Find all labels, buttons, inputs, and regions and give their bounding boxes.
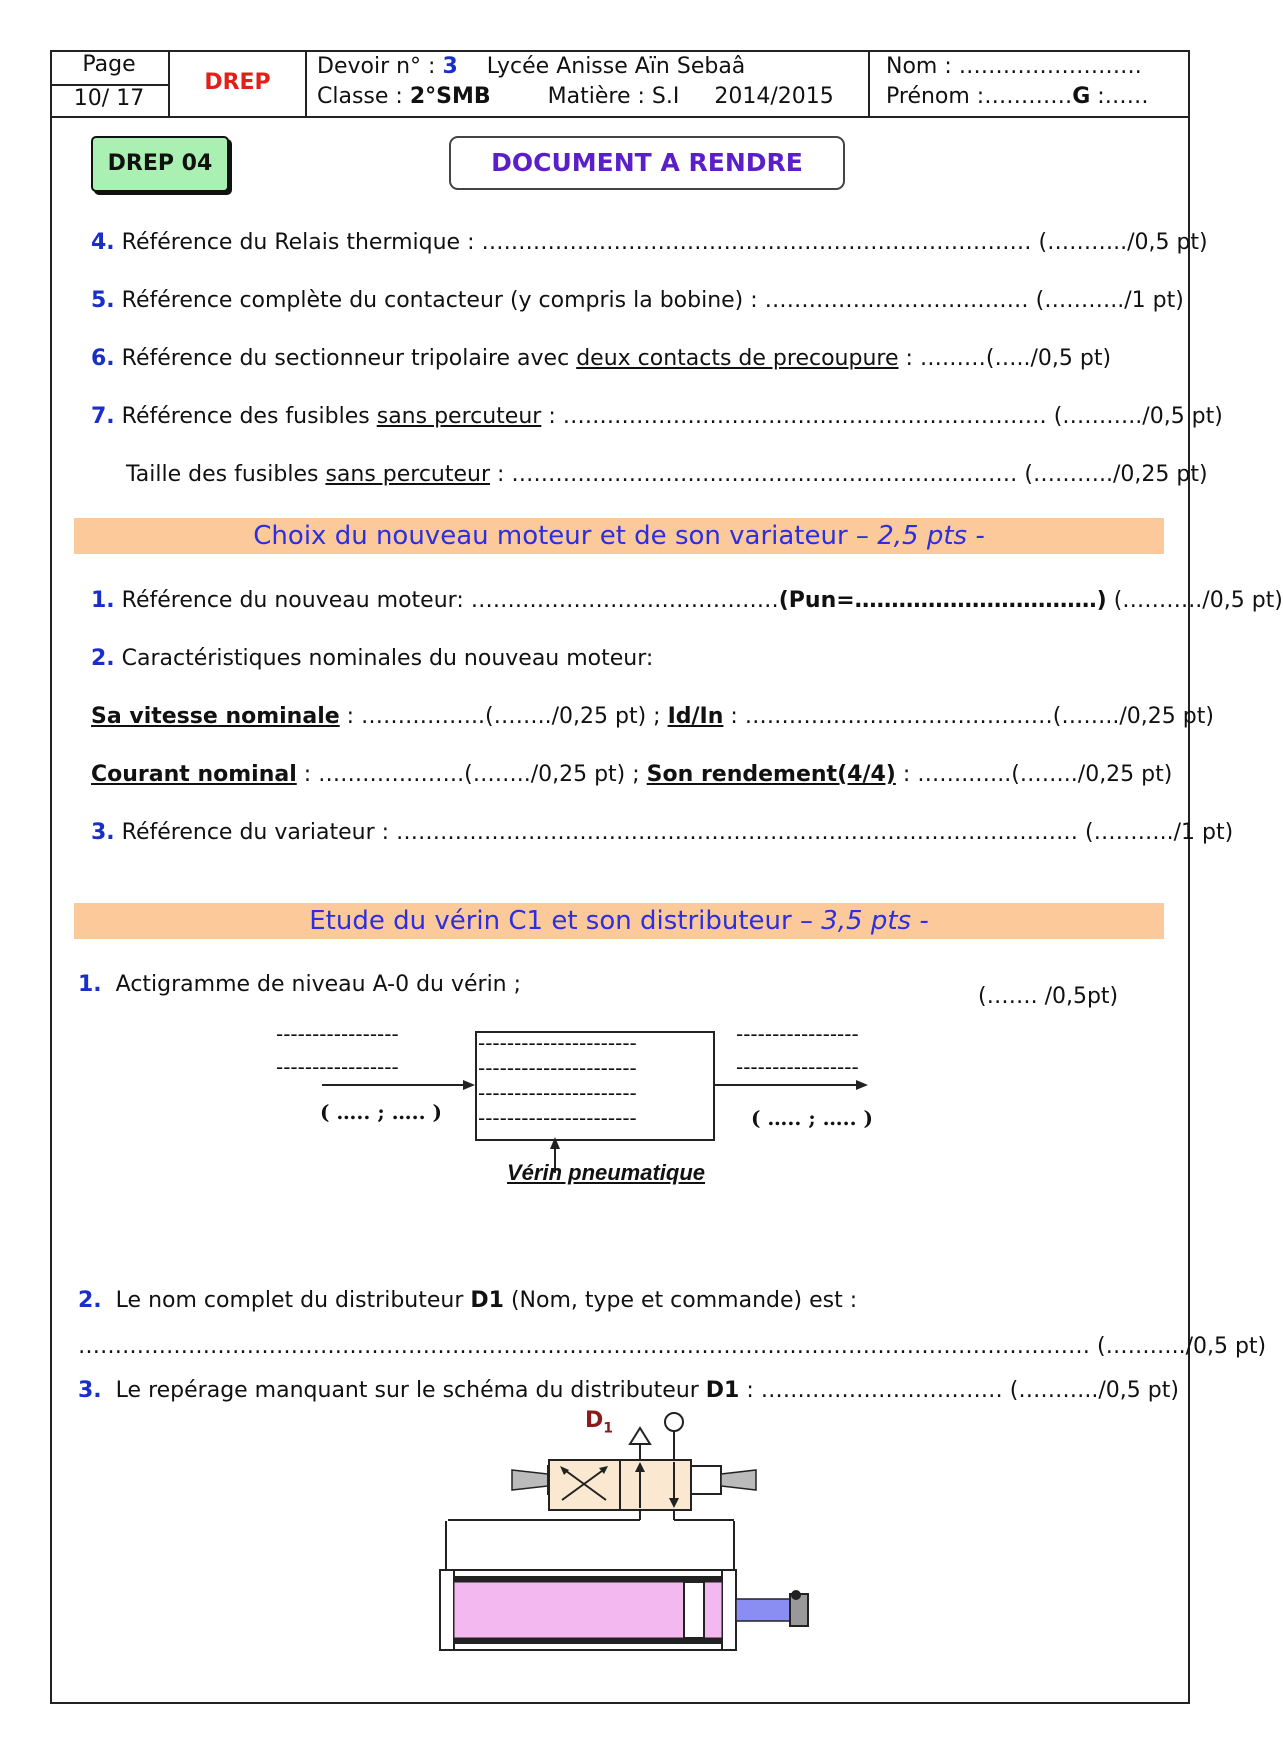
q5-contacteur[interactable]: 5. Référence complète du contacteur (y compris la bobine) : ……………………………… (………../1 pt) [91, 288, 1184, 313]
q7-fusibles[interactable]: 7. Référence des fusibles sans percuteur : ………………………………………………………… (………../0,5 pt) [91, 404, 1223, 429]
classe-label: Classe : [317, 84, 403, 109]
header [50, 50, 1190, 118]
output-dash-2[interactable]: ----------------- [736, 1055, 859, 1079]
d1-label: $D_1$ [585, 1408, 614, 1437]
box-dash-1[interactable]: ---------------------- [478, 1031, 637, 1055]
q6-sectionneur[interactable]: 6. Référence du sectionneur tripolaire avec deux contacts de precoupure : ………(…../0,5 pt) [91, 346, 1112, 371]
input-dash-2[interactable]: ----------------- [276, 1055, 399, 1079]
box-dash-3[interactable]: ---------------------- [478, 1081, 637, 1105]
school-year: 2014/2015 [714, 84, 834, 109]
student-info [870, 50, 1190, 116]
matiere: Matière : S.I [547, 84, 680, 109]
drep-label: DREP [204, 70, 271, 95]
drep-badge: DREP 04 [91, 136, 229, 192]
q3-reperage[interactable]: 3. Le repérage manquant sur le schéma du distributeur D1 : …………………………… (………../0,5 pt) [78, 1378, 1179, 1403]
box-dash-4[interactable]: ---------------------- [478, 1106, 637, 1130]
output-dash-1[interactable]: ----------------- [736, 1022, 859, 1046]
vitesse-idin[interactable]: Sa vitesse nominale : ……………..(……../0,25 pt) ; Id/In : ……………………………………(……../0,25 pt) [91, 704, 1214, 729]
lycee-name: Lycée Anisse Aïn Sebaâ [486, 54, 746, 79]
taille-fusibles[interactable]: Taille des fusibles sans percuteur : …………………………………………………………… (………../0,25 pt) [126, 462, 1208, 487]
prenom-field[interactable]: Prénom :…………G :…… [886, 84, 1149, 109]
support-label: Vérin pneumatique [507, 1160, 706, 1185]
devoir-label: Devoir n° : [317, 54, 436, 79]
q1-points[interactable]: (……. /0,5pt) [978, 984, 1119, 1009]
document-title: DOCUMENT A RENDRE [449, 136, 845, 190]
cylinder-schematic [440, 1515, 820, 1655]
group-label: G [1072, 84, 1091, 109]
q2-answer-line[interactable]: ………………………………………………………………………………………………………………………… (………../0,5 pt) [78, 1334, 1267, 1359]
section-band-verin: Etude du vérin C1 et son distributeur – 3,5 pts - [74, 903, 1164, 939]
drep-cell [170, 50, 307, 116]
pressure-source-icon [665, 1413, 683, 1431]
section-band-moteur: Choix du nouveau moteur et de son variateur – 2,5 pts - [74, 518, 1164, 554]
q2-caracteristiques: 2. Caractéristiques nominales du nouveau moteur: [91, 646, 654, 671]
nom-field[interactable]: Nom : ……………………. [886, 54, 1142, 79]
input-dash-1[interactable]: ----------------- [276, 1022, 399, 1046]
exhaust-triangle-icon [630, 1428, 650, 1444]
input-paren[interactable]: ( ….. ; ….. ) [320, 1100, 443, 1124]
page-cell [50, 50, 170, 116]
courant-rendement[interactable]: Courant nominal : ………….…….(……../0,25 pt) ; Son rendement(4/4) : ……..…..(……../0,25 pt) [91, 762, 1173, 787]
page-number: 10/ 17 [73, 86, 145, 111]
exam-info [307, 50, 870, 116]
output-paren[interactable]: ( ….. ; ….. ) [751, 1106, 874, 1130]
classe-value: 2°SMB [409, 84, 491, 109]
q4-relais[interactable]: 4. Référence du Relais thermique : ………………………………………………………………… (………../0,5 pt) [91, 230, 1208, 255]
q2-distributeur: 2. Le nom complet du distributeur D1 (Nom, type et commande) est : [78, 1288, 858, 1313]
page-label: Page [82, 52, 136, 77]
box-dash-2[interactable]: ---------------------- [478, 1056, 637, 1080]
devoir-number: 3 [442, 54, 458, 79]
q3-variateur[interactable]: 3. Référence du variateur : ………………………………………………………………………………… (………../1 pt) [91, 820, 1234, 845]
q1-actigramme: 1. Actigramme de niveau A-0 du vérin ; [78, 972, 522, 997]
q1-moteur[interactable]: 1. Référence du nouveau moteur: ……………………………………(Pun=……………………………) (………../0,5 pt) [91, 588, 1283, 613]
